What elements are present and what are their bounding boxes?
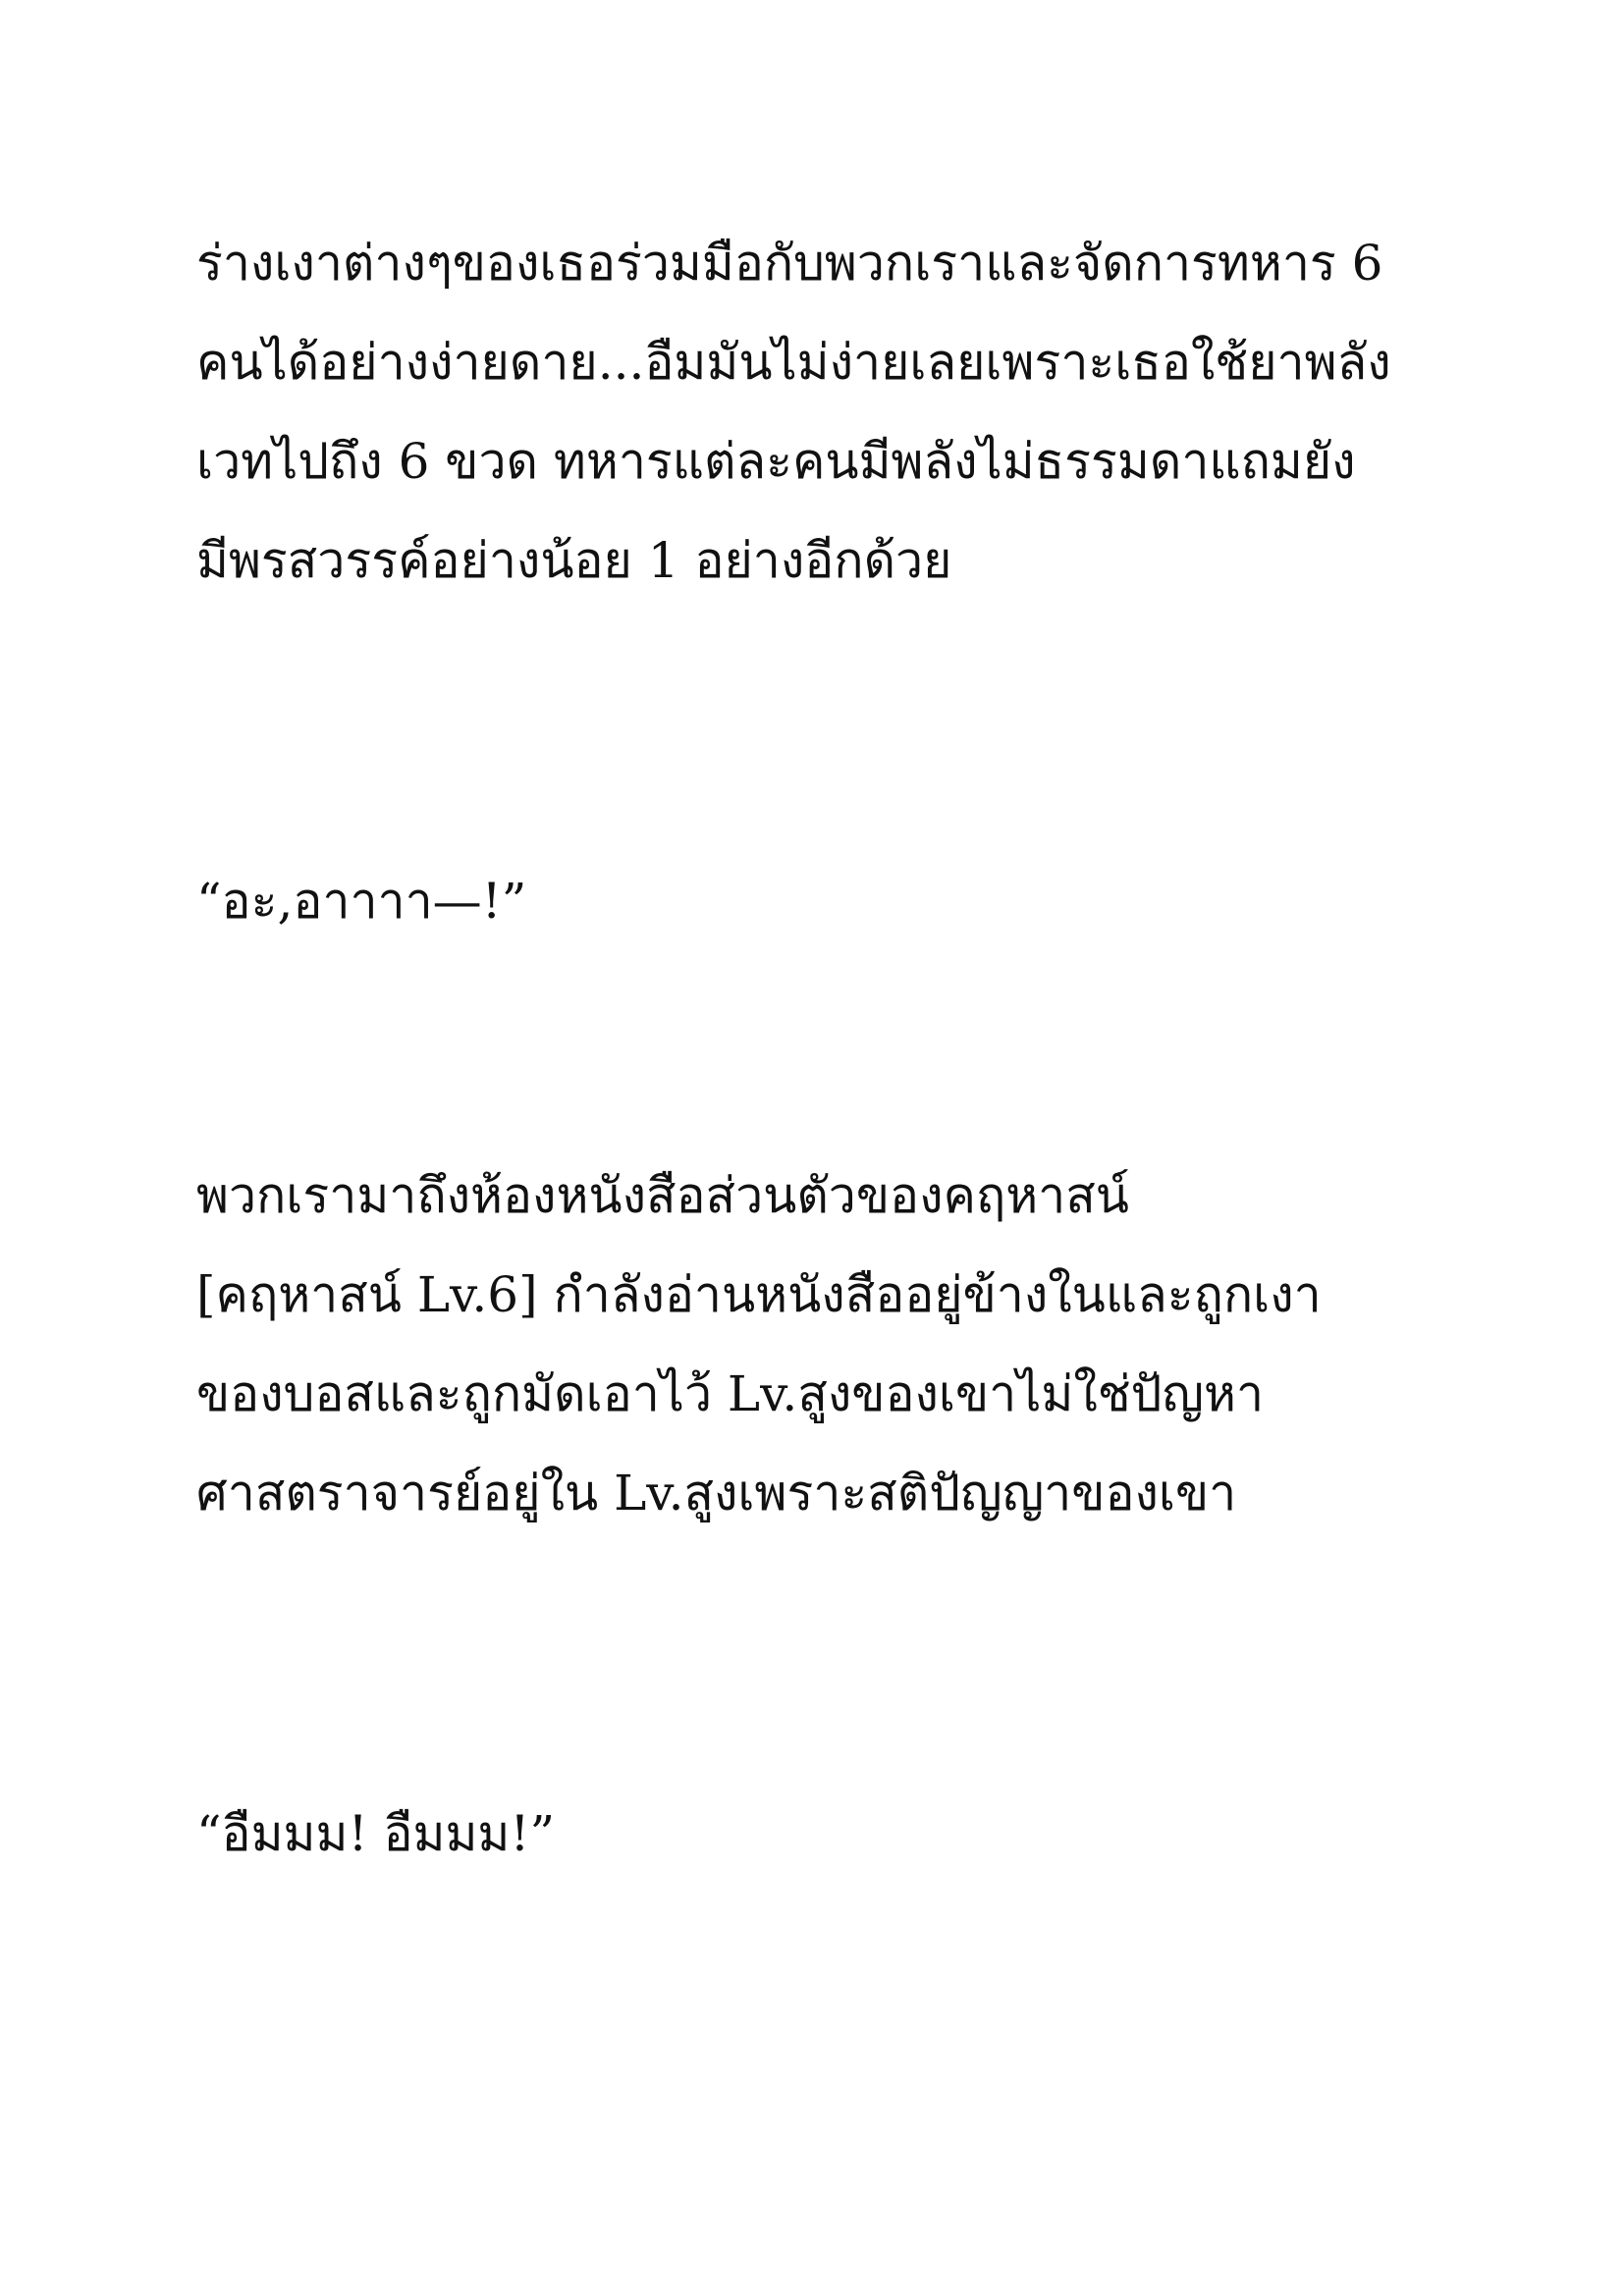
text-line: ของบอสและถูกมัดเอาไว้ Lv.สูงของเขาไม่ใช่ปัญหา xyxy=(196,1365,1265,1422)
paragraph-dialogue-2 xyxy=(196,1785,1473,1884)
text-line: ศาสตราจารย์อยู่ใน Lv.สูงเพราะสติปัญญาของเขา xyxy=(196,1465,1237,1522)
paragraph-dialogue-1 xyxy=(196,852,1473,951)
text-line: เวทไปถึง 6 ขวด ทหารแต่ละคนมีพลังไม่ธรรมดาแถมยัง xyxy=(196,433,1356,490)
text-line: “อะ,อาาาา—!” xyxy=(196,873,527,930)
text-line: พวกเรามาถึงห้องหนังสือส่วนตัวของคฤหาสน์ xyxy=(196,1167,1129,1224)
paragraph-narration-1 xyxy=(196,214,1473,611)
text-line: คนได้อย่างง่ายดาย...อืมมันไม่ง่ายเลยเพราะเธอใช้ยาพลัง xyxy=(196,334,1391,391)
text-line: ร่างเงาต่างๆของเธอร่วมมือกับพวกเราและจัดการทหาร 6 xyxy=(196,235,1383,292)
paragraph-narration-2 xyxy=(196,1147,1473,1543)
text-line: มีพรสวรรค์อย่างน้อย 1 อย่างอีกด้วย xyxy=(196,532,952,589)
text-line: [คฤหาสน์ Lv.6] กำลังอ่านหนังสืออยู่ข้างในและถูกเงา xyxy=(196,1266,1322,1323)
text-line: “อืมมม! อืมมม!” xyxy=(196,1805,556,1862)
